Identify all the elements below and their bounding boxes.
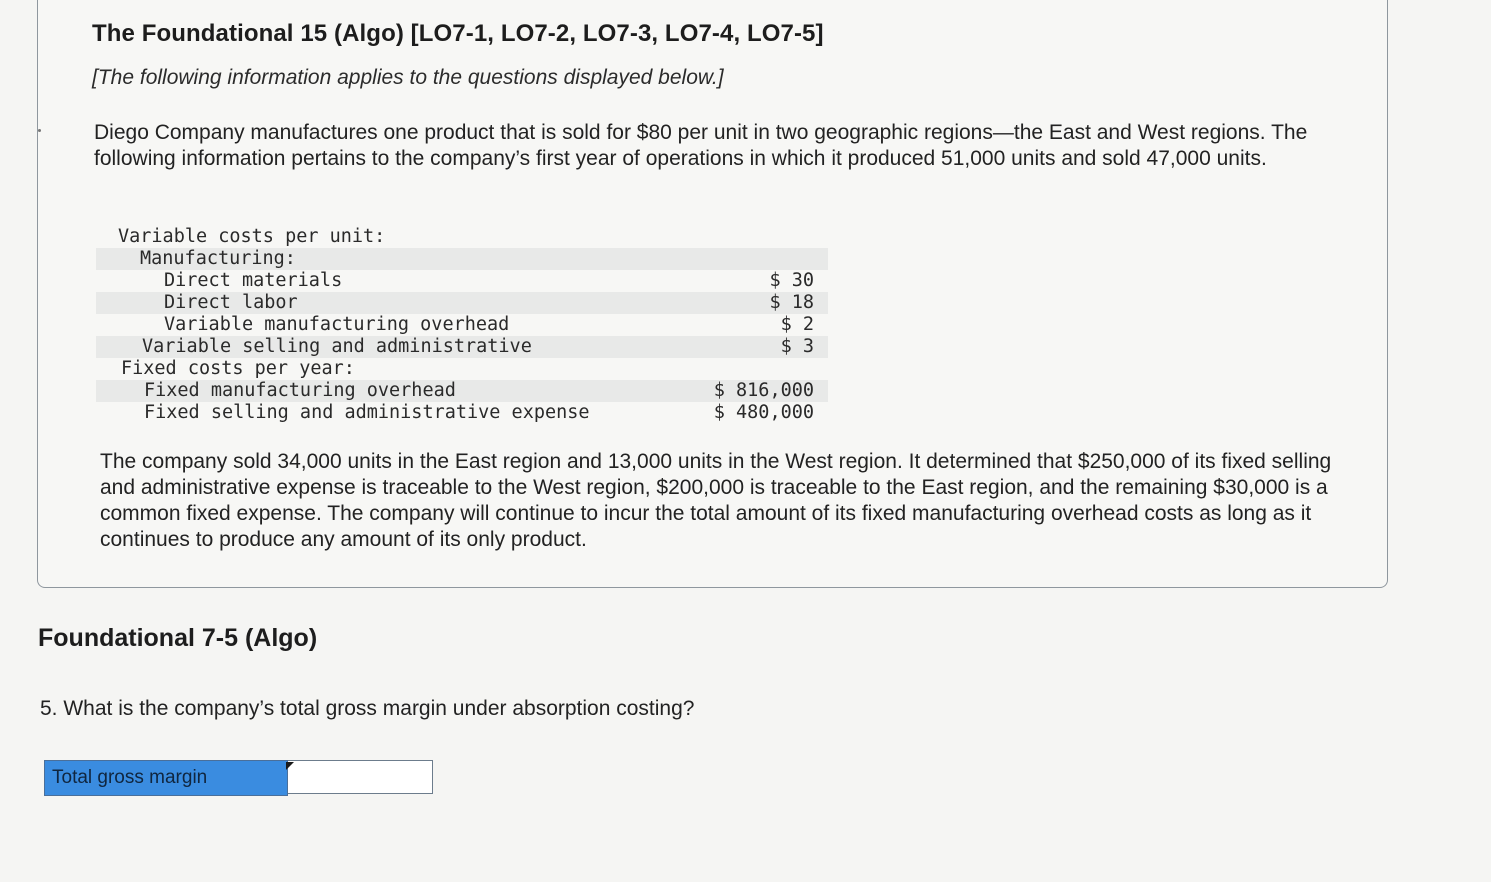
cost-amount: $ 30 [769,270,814,291]
answer-row [44,760,433,796]
cost-row [96,380,828,402]
cost-row [96,336,828,358]
cost-label: Direct labor [164,292,298,313]
region-paragraph: The company sold 34,000 units in the East region and 13,000 units in the West region. It determined that $250,000 of its fixed selling and administrative expense is traceable to the West region, $200,000 is traceable to the East region, and the remaining $30,000 is a common fixed expense. The company will continue to incur the total amount of its fixed manufacturing overhead costs as long as it continues to produce any amount of its only product. [100,450,1332,551]
cost-table [96,226,828,424]
cost-label: Fixed selling and administrative expense [144,402,590,423]
cost-label: Fixed costs per year: [121,358,355,379]
cost-label: Variable manufacturing overhead [164,314,510,335]
cost-row [96,248,828,270]
cost-row [96,314,828,336]
bullet-dot [38,129,41,132]
cost-amount: $ 3 [780,336,814,357]
cost-label: Direct materials [164,270,343,291]
cost-amount: $ 480,000 [713,402,814,423]
total-gross-margin-input[interactable] [288,760,433,794]
cost-row [96,226,828,248]
question-text: 5. What is the company’s total gross margin under absorption costing? [40,697,695,720]
cost-label: Variable selling and administrative [142,336,532,357]
answer-label: Total gross margin [44,760,288,796]
cost-label: Manufacturing: [140,248,296,269]
input-corner-marker [286,762,294,770]
cost-label: Variable costs per unit: [118,226,386,247]
cost-row [96,358,828,380]
cost-row [96,402,828,424]
cost-row [96,292,828,314]
cost-amount: $ 2 [780,314,814,335]
info-subtitle: [The following information applies to the questions displayed below.] [92,66,724,89]
cost-label: Fixed manufacturing overhead [144,380,456,401]
cost-amount: $ 18 [769,292,814,313]
cost-amount: $ 816,000 [713,380,814,401]
question-heading: Foundational 7-5 (Algo) [38,624,318,652]
page-title: The Foundational 15 (Algo) [LO7-1, LO7-2, LO7-3, LO7-4, LO7-5] [92,20,824,47]
cost-row [96,270,828,292]
intro-paragraph: Diego Company manufactures one product that is sold for $80 per unit in two geographic regions—the East and West regions. The following information pertains to the company’s first year of operations in which it produced 51,000 units and sold 47,000 units. [94,121,1308,170]
